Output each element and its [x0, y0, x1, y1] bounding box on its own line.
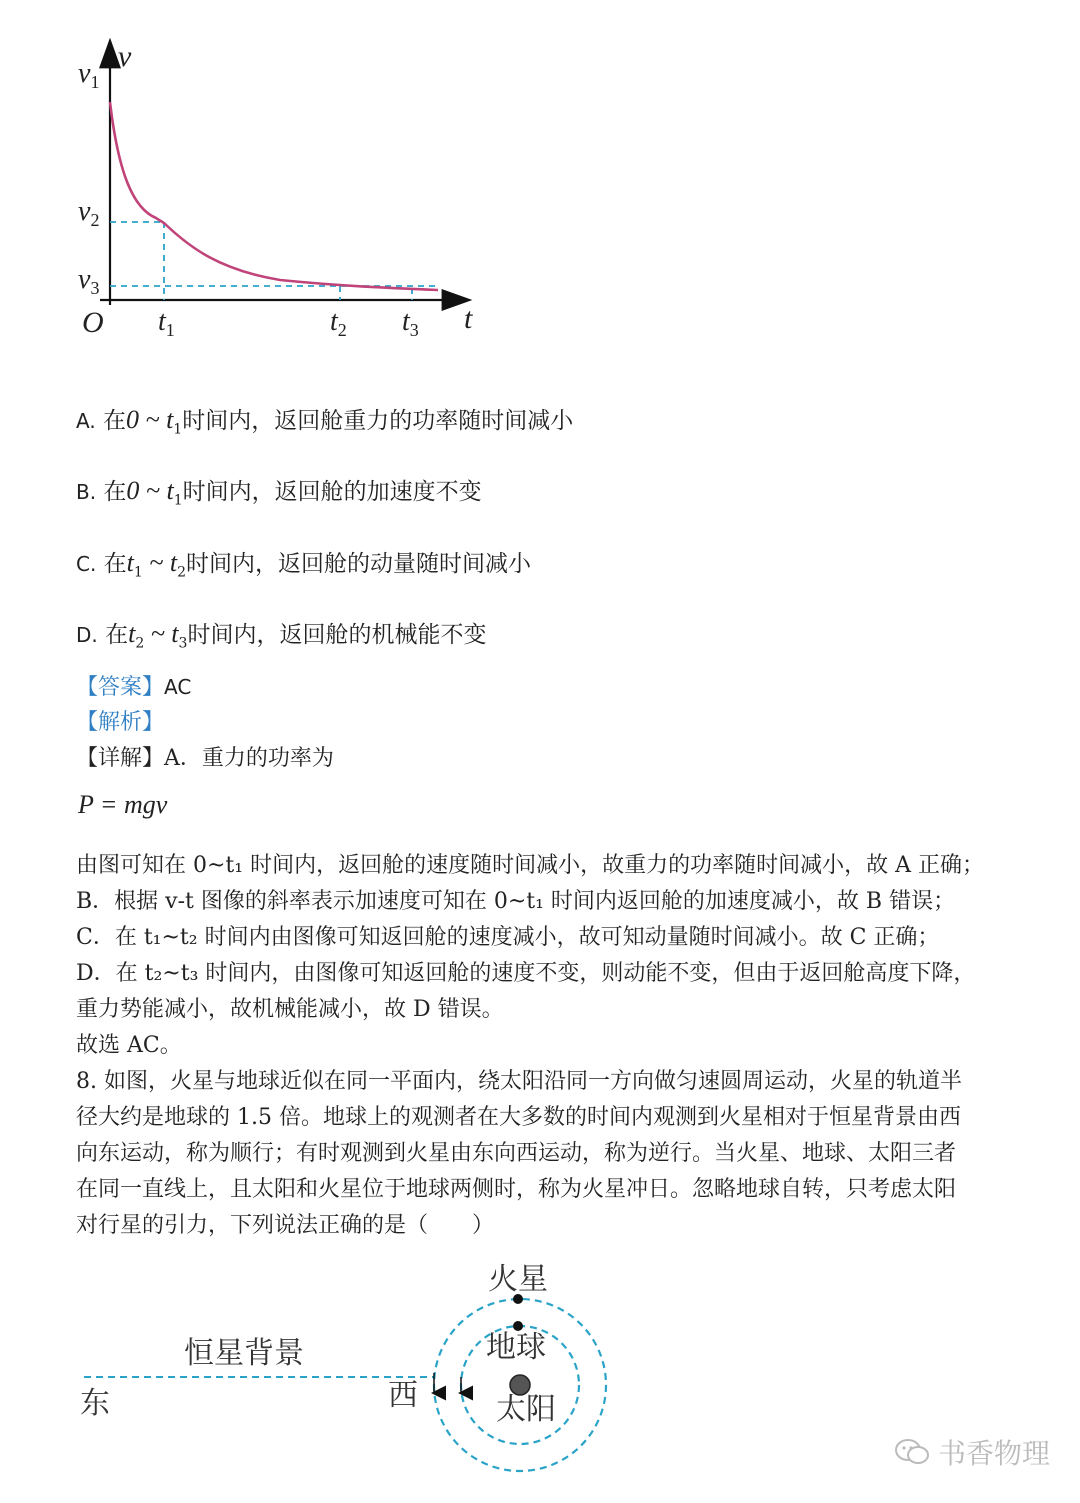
q8-line-4: 在同一直线上，且太阳和火星位于地球两侧时，称为火星冲日。忽略地球自转，只考虑太阳: [76, 1177, 957, 1202]
explain-line-4: D．在 t₂~t₃ 时间内，由图像可知返回舱的速度不变，则动能不变，但由于返回舱高度下降，: [76, 961, 976, 986]
t1-label: $t_1$: [158, 306, 175, 340]
option-c[interactable]: C. 在$t_1$ ~ $t_2$时间内，返回舱的动量随时间减小: [76, 548, 532, 581]
sun-label: 太阳: [496, 1392, 556, 1427]
answer-line: [76, 669, 1036, 706]
q8-line-5: 对行星的引力，下列说法正确的是（ ）: [76, 1213, 495, 1238]
analysis-tag: 【解析】: [76, 710, 165, 735]
earth-label: 地球: [486, 1330, 546, 1365]
orbit-diagram: [70, 1255, 650, 1485]
explain-line-3: C．在 t₁~t₂ 时间内由图像可知返回舱的速度减小，故可知动量随时间减小。故 C 正确；: [76, 925, 940, 950]
axis-v-label: v: [118, 40, 132, 73]
west-label: 西: [388, 1378, 418, 1413]
option-d[interactable]: D. 在$t_2$ ~ $t_3$时间内，返回舱的机械能不变: [76, 619, 487, 652]
option-b[interactable]: B. 在0 ~ $t_1$时间内，返回舱的加速度不变: [76, 476, 482, 509]
t2-label: $t_2$: [330, 306, 347, 340]
velocity-curve: [110, 102, 438, 290]
answer-value: AC: [164, 675, 192, 699]
q8-line-3: 向东运动，称为顺行；有时观测到火星由东向西运动，称为逆行。当火星、地球、太阳三者: [76, 1141, 957, 1166]
explain-line-2: B．根据 v-t 图像的斜率表示加速度可知在 0~t₁ 时间内返回舱的加速度减小，故 B 错误；: [76, 889, 956, 914]
answer-tag: 【答案】: [76, 675, 165, 700]
v1-label: $v_1$: [78, 58, 100, 92]
east-label: 东: [80, 1386, 110, 1421]
explain-line-1: 由图可知在 0~t₁ 时间内，返回舱的速度随时间减小，故重力的功率随时间减小，故 A 正确；: [76, 853, 984, 878]
option-a[interactable]: A. 在0 ~ $t_1$时间内，返回舱重力的功率随时间减小: [76, 405, 574, 438]
detail-tag: 【详解】: [76, 746, 165, 771]
origin-label: O: [82, 306, 104, 339]
mars-label: 火星: [488, 1262, 548, 1297]
vt-graph: [60, 30, 500, 350]
wechat-icon: [894, 1438, 930, 1466]
power-formula: P = mgv: [78, 790, 168, 819]
detail-line: [76, 741, 1036, 777]
watermark-text: 书香物理: [937, 1437, 1050, 1470]
explain-line-6: 故选 AC。: [76, 1033, 182, 1058]
q8-line-1: 8. 如图，火星与地球近似在同一平面内，绕太阳沿同一方向做匀速圆周运动，火星的轨道半: [76, 1069, 962, 1094]
detail-text: A．重力的功率为: [164, 746, 334, 771]
analysis-line: [76, 705, 1036, 741]
stars-label: 恒星背景: [184, 1336, 304, 1371]
v2-label: $v_2$: [78, 196, 100, 230]
axis-t-label: t: [464, 302, 473, 335]
explain-line-5: 重力势能减小，故机械能减小，故 D 错误。: [76, 997, 504, 1022]
t3-label: $t_3$: [402, 306, 419, 340]
q8-line-2: 径大约是地球的 1.5 倍。地球上的观测者在大多数的时间内观测到火星相对于恒星背景由西: [76, 1105, 961, 1130]
v3-label: $v_3$: [78, 264, 100, 298]
watermark: [894, 1432, 1050, 1472]
